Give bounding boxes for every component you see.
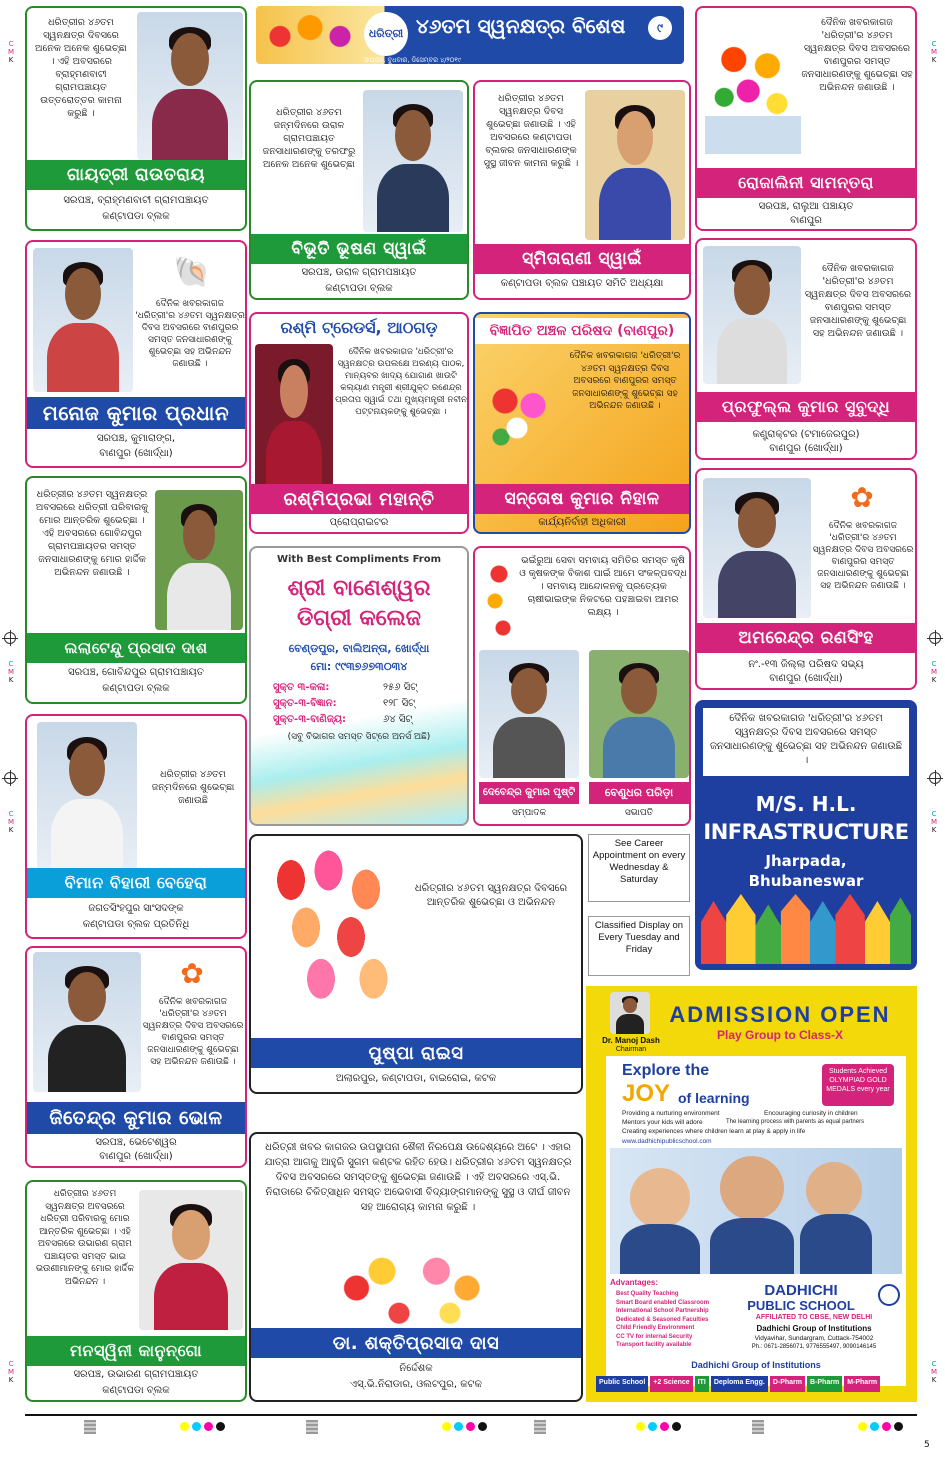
college-phone: ମୋ: ୯୯୩୭୬୭୩୦୩୪	[310, 660, 408, 673]
location: କଣ୍ଟାପଡା ବ୍ଲକ	[102, 683, 170, 694]
ad-message: ଧରିତ୍ରୀର ୪୬ତମ ଜନ୍ମଦିନରେ ଉରାଳ ଗ୍ରାମପଞ୍ଚାୟତ ଜନସାଧାରଣଙ୍କୁ ତରଫରୁ ଅନେକ ଅନେକ ଶୁଭେଚ୍ଛା	[262, 107, 356, 170]
header-banner	[256, 6, 684, 64]
cmk-mark: C M K	[7, 810, 15, 834]
olympiad-badge: Students Achieved OLYMPIAD GOLD MEDALS every year	[822, 1064, 894, 1106]
college-address: ବେଣ୍ଡପୁର, ବାଲିଅନ୍ତା, ଖୋର୍ଦ୍ଧା	[288, 642, 430, 655]
designation: କଣ୍ଟ୍ରାକ୍ଟର (ଟମାଜେରପୁର)	[752, 429, 860, 440]
flower-bouquet	[481, 374, 561, 464]
ad-lalatendu	[25, 476, 247, 704]
ad-samabaya	[473, 546, 691, 826]
photo-prafulla	[703, 246, 801, 384]
school-name-1: DADHICHI	[764, 1282, 838, 1299]
designation: ସରପଞ୍ଚ, ଉରାଳ ଗ୍ରାମପଞ୍ଚାୟତ	[301, 267, 417, 278]
name-bar: ରୋଜାଲିନୀ ସାମନ୍ତରା	[697, 168, 915, 198]
ad-manaswini	[25, 1180, 247, 1402]
advantage-item: Child Friendly Environment	[616, 1325, 695, 1331]
photo-amarendra	[703, 478, 811, 618]
location: କଣ୍ଟାପଡା ବ୍ଲକ ପ୍ରତିନିଧି	[82, 919, 190, 930]
ad-shakti	[249, 1132, 583, 1402]
of-learning-text: of learning	[678, 1090, 750, 1106]
gray-swatch	[534, 1420, 546, 1434]
course-tag: B-Pharm	[807, 1376, 842, 1392]
rashmi-heading: ରଶ୍ମି ଟ୍ରେଡର୍ସ, ଆଠଗଡ଼	[280, 318, 438, 337]
address: ଏସ୍.ଭି.ନିରାଡାର, ଓଲଟପୁର, କଟକ	[350, 1379, 482, 1390]
feature-text: Encouraging curiosity in children	[764, 1110, 858, 1117]
name-bar: ବିଭୂତି ଭୂଷଣ ସ୍ୱାଇଁ	[251, 234, 467, 264]
ad-message: ଦୈନିକ ଖବରକାଗଜ 'ଧରିତ୍ରୀ'ର ୪୬ତମ ସ୍ୱନକ୍ଷତ୍ର ଦିବସ ଅବସରରେ ବାଣପୁରର ସମସ୍ତ ଜନସାଧାରଣଙ୍କୁ ଶୁଭେଚ୍ଛା ସହ ଅଭିନନ୍ଦନ ଜଣାଉଛି ।	[804, 263, 912, 339]
ad-santosh	[473, 312, 691, 534]
course-tag: +2 Science	[650, 1376, 692, 1392]
registration-mark	[929, 772, 941, 784]
location: କଣ୍ଟାପଡା ବ୍ଲକ	[102, 1385, 170, 1396]
photo-rashmi	[255, 344, 333, 492]
group-name: Dadhichi Group of Institutions	[756, 1324, 872, 1333]
photo-jitendra	[33, 952, 141, 1092]
photo-manoj	[33, 248, 133, 392]
flower-vase	[705, 28, 801, 154]
location: କଣ୍ଟାପଡା ବ୍ଲକ	[325, 283, 393, 294]
feature-text: Providing a nurturing environment	[622, 1110, 720, 1117]
header-flowers	[260, 10, 360, 54]
chairman-role: Chairman	[615, 1046, 647, 1053]
seat-label: ସୁକ୍ତ-୩-ବିଜ୍ଞାନ:	[273, 698, 337, 709]
santosh-heading: ବିଜ୍ଞାପିତ ଅଞ୍ଚଳ ପରିଷଦ (ବାଣପୁର)	[475, 318, 689, 344]
college-note: (ସବୁ ବିଭାଗର ସମସ୍ତ ସିଟ୍‌ରେ ଅନର୍ସ ଅଛି)	[287, 732, 431, 742]
role-label: ସଭାପତି	[624, 808, 654, 818]
houses-illustration	[701, 894, 911, 964]
designation: ପ୍ରୋପ୍ରାଇଟର	[329, 517, 389, 528]
hl-line1: M/S. H.L.	[755, 792, 857, 816]
name-bar: ବିମାନ ବିହାରୀ ବେହେରା	[27, 868, 245, 898]
page-number-badge: ୯	[648, 16, 672, 40]
course-tag: M-Pharm	[844, 1376, 880, 1392]
seat-label: ସୁକ୍ତ-୩-ବାଣିଜ୍ୟ:	[273, 714, 347, 725]
ad-message: ଦୈନିକ ଖବରକାଗଜ 'ଧରିତ୍ରୀ'ର ୪୬ତମ ସ୍ୱନକ୍ଷତ୍ର ଦିବସ ଅବସରରେ ବାଣପୁରର ସମସ୍ତ ଜନସାଧାରଣଙ୍କୁ ଶୁଭେଚ୍ଛା ସହ ଅଭିନନ୍ଦନ ଜଣାଉଛି ।	[569, 351, 681, 411]
color-dots	[180, 1422, 230, 1432]
hl-line3: Jharpada,	[765, 852, 847, 870]
cmk-mark: C M K	[930, 40, 938, 64]
gray-swatch	[84, 1420, 96, 1434]
dateline: ସାପ୍ତାହ, ବୁଧବାର, ଡିସେମ୍ବର ୪/୨୦୧୯	[364, 56, 461, 64]
ad-message: ଦୈନିକ ଖବରକାଗଜ 'ଧରିତ୍ରୀ'ର ୪୬ତମ ସ୍ୱନକ୍ଷତ୍ର ଦିବସ ଅବସରରେ ସମସ୍ତ ଜନସାଧାରଣଙ୍କୁ ଶୁଭେଚ୍ଛା ସହ ଅଭିନନ୍ଦନ ଜଣାଉଛି ।	[709, 713, 903, 766]
name-bar: ପ୍ରଫୁଲ୍ଲ କୁମାର ସୁବୁଦ୍ଧି	[697, 392, 915, 422]
cmk-mark: C M K	[930, 660, 938, 684]
designation: ସରପଞ୍ଚ, ରାଲୁଆ ପଞ୍ଚାୟତ	[758, 201, 854, 212]
name-bar: ସନ୍ତୋଷ କୁମାର ନିହାଳ	[475, 484, 689, 514]
designation: ନଂ.-୧୩ ଜିଲ୍ଲା ପରିଷଦ ସଭ୍ୟ	[748, 659, 864, 670]
website: www.dadhichipublicschool.com	[622, 1138, 712, 1145]
photo-lalatendu	[155, 490, 243, 630]
school-address: Vidyavihar, Sundargram, Cuttack-754002	[754, 1335, 874, 1342]
color-dots	[858, 1422, 908, 1432]
course-tag: ITI	[695, 1376, 709, 1392]
name-bar: ମନୋଜ କୁମାର ପ୍ରଧାନ	[27, 397, 245, 429]
advantage-item: Best Quality Teaching	[616, 1291, 679, 1297]
hl-line4: Bhubaneswar	[748, 872, 864, 890]
children-photo	[610, 1148, 902, 1274]
lotus-logo-icon: ✿	[180, 956, 204, 990]
flower-sprig	[479, 556, 519, 646]
photo-manaswini	[139, 1190, 243, 1330]
ad-message: ଧରିତ୍ରୀର ୪୬ତମ ଜନ୍ମଦିନରେ ଶୁଭେଚ୍ଛା ଜଣାଉଛି	[151, 769, 235, 806]
ad-amarendra	[695, 468, 917, 690]
seat-value: ୧୨୮ ସିଟ୍	[383, 698, 416, 709]
registration-mark	[4, 772, 16, 784]
ad-message: ଦୈନିକ ଖବରକାଗଜ 'ଧରିତ୍ରୀ'ର ୪୬ତମ ସ୍ୱନକ୍ଷତ୍ର ଦିବସ ଅବସରରେ ବାଣପୁରର ସମସ୍ତ ଜନସାଧାରଣଙ୍କୁ ଶୁଭେଚ୍ଛା ସହ ଅଭିନନ୍ଦନ ଜଣାଉଛି ।	[812, 521, 914, 591]
advantage-item: Transport facility available	[616, 1342, 692, 1348]
name-bar: ଅମରେନ୍ଦ୍ର ରଣସିଂହ	[697, 623, 915, 653]
advantage-item: CC TV for internal Security	[616, 1333, 693, 1340]
group-name-2: Dadhichi Group of Institutions	[691, 1360, 821, 1370]
designation: ସରପଞ୍ଚ, ଉଭାରଣ ଗ୍ରାମପଞ୍ଚାୟତ	[73, 1369, 199, 1380]
ad-message: ଧରିତ୍ରୀର ୪୬ତମ ସ୍ୱନକ୍ଷତ୍ର ଦିବସରେ ଆନ୍ତରିକ ଶୁଭେଚ୍ଛା ଓ ଅଭିନନ୍ଦନ	[414, 883, 568, 908]
explore-text: Explore the	[622, 1062, 710, 1079]
ad-message: ଧରିତ୍ରୀ ଖବର କାଗଜର ଉପସ୍ଥାପନା ଶୈଳୀ ନିରପେକ୍ଷ ଉଦ୍ଦେଶ୍ୟରେ ଅଟେ । ଏହାର ଯାତ୍ରା ଆଗକୁ ଆହୁରି ସୁଗମ କଣ୍ଟକ ରହିତ ହେଉ। ଧରିତ୍ରୀର ୪୬ତମ ସ୍ୱନକ୍ଷତ୍ର ଦିବସ ଅବସରରେ ସମସ୍ତଙ୍କୁ ଶୁଭେଚ୍ଛା ଜଣାଉଛି । ଏହି ଅବସରରେ ଏସ୍.ଭି. ନିରାଡାରେ ଚିକିତ୍ସାଧିନ ସମସ୍ତ ଅଭେବାସୀ ବିଦ୍ୟାଙ୍ଗମାନଙ୍କୁ ସୁସ୍ଥ ଓ ଦୀର୍ଘ ଜୀବନ ସହ ଆରୋଗ୍ୟ କାମନା କରୁଛି ।	[264, 1142, 572, 1213]
name-label: ବେଣୁଧର ପରିଡ଼ା	[589, 782, 689, 804]
career-info-box: See Career Appointment on every Wednesday & Saturday	[588, 834, 690, 902]
location: କଣ୍ଟାପଡା ବ୍ଲକ	[102, 211, 170, 222]
ad-jitendra	[25, 946, 247, 1168]
designation: ସରପଞ୍ଚ, ବ୍ରାହ୍ମଣବାଟୀ ଗ୍ରାମପଞ୍ଚାୟତ	[63, 195, 209, 206]
designation: ଜଗତସିଂହପୁର ସାଂସଦଙ୍କ	[88, 903, 184, 914]
address: ଅଲାରପୁର, କଣ୍ଟାପଡା, ବାଇରୋଇ, କଟକ	[335, 1073, 497, 1084]
designation: ସରପଞ୍ଚ, କୁମାରାଙ୍ଗ,	[96, 433, 176, 444]
role-label: ସମ୍ପାଦକ	[511, 808, 547, 818]
ad-manoj	[25, 240, 247, 468]
ad-prafulla	[695, 238, 917, 460]
course-tag: Deploma Engg.	[711, 1376, 768, 1392]
name-bar: ଜିତେନ୍ଦ୍ର କୁମାର ଭୋଳ	[27, 1102, 245, 1134]
college-top: With Best Compliments From	[276, 554, 442, 565]
school-name-2: PUBLIC SCHOOL	[747, 1298, 855, 1313]
ad-message: ଦୈନିକ ଖବରକାଗଜ 'ଧରିତ୍ରୀ'ର ୪୬ତମ ସ୍ୱନକ୍ଷତ୍ର ଦିବସ ଅବସରରେ ବାଣପୁରର ସମସ୍ତ ଜନସାଧାରଣଙ୍କୁ ଶୁଭେଚ୍ଛା ସହ ଅଭିନନ୍ଦନ ଜଣାଉଛି ।	[801, 17, 913, 93]
registration-mark	[929, 632, 941, 644]
location: ବାଣପୁର (ଖୋର୍ଦ୍ଧା)	[99, 1151, 173, 1162]
ad-rojalini	[695, 6, 917, 231]
flower-basket	[331, 1246, 501, 1330]
location: ବାଣପୁର (ଖୋର୍ଦ୍ଧା)	[769, 673, 843, 684]
photo-debendra	[479, 650, 579, 778]
footer-rule	[25, 1414, 917, 1416]
ad-gayatri	[25, 6, 247, 231]
ad-rashmi	[249, 312, 469, 534]
photo-bimana	[37, 722, 137, 870]
ad-message: ଭଇଁରୁଆ ସେବା ସମବାୟ ସମିତିର ସମସ୍ତ କୃଷି ଓ କୃଷକଙ୍କ ବିକାଶ ପାଇଁ ଆମେ ସଂକଳ୍ପବଦ୍ଧ । ସମବାୟ ଆନ୍ଦୋଳନକୁ ପ୍ରତ୍ୟେକ ଚାଷୀଭାଇଙ୍କ ନିକଟରେ ପହଞ୍ଚାଇବା ଆମର ଲକ୍ଷ୍ୟ ।	[519, 555, 687, 618]
course-tag: D-Pharm	[770, 1376, 805, 1392]
ad-pushpa	[249, 834, 583, 1094]
ad-message: ଧରିତ୍ରୀର ୪୬ତମ ସ୍ୱନକ୍ଷତ୍ର ଅବସରରେ ଧରିତ୍ରୀ ପରିବାରକୁ ମୋର ଆନ୍ତରିକ ଶୁଭେଚ୍ଛା । ଏହି ଅବସରରେ ଗୋବିନ୍ଦପୁର ଗ୍ରାମପଞ୍ଚାୟତର ସମସ୍ତ ଜନସାଧାରଣଙ୍କୁ ମୋର ହାର୍ଦ୍ଦିକ ଅଭିନନ୍ଦନ ଜଣାଉଛି ।	[35, 489, 149, 578]
seat-label: ସୁକ୍ତ ୩-କଳା:	[273, 682, 330, 693]
name-bar: ମନସ୍ୱିନୀ କାନୁନ୍‌ଗୋ	[27, 1336, 245, 1366]
photo-bibhuti	[363, 90, 463, 232]
advantage-item: International School Partnership	[616, 1308, 709, 1314]
ad-dadhichi	[586, 986, 917, 1402]
cmk-mark: C M K	[930, 810, 938, 834]
name-bar: ଲଲାଟେନ୍ଦୁ ପ୍ରସାଦ ଦାଶ	[27, 633, 245, 663]
advantage-item: Smart Board enabled Classroom	[616, 1299, 710, 1306]
location: ବାଣପୁର (ଖୋର୍ଦ୍ଧା)	[769, 443, 843, 454]
name-bar: ରଶ୍ମିପ୍ରଭା ମହାନ୍ତି	[251, 484, 467, 514]
location: ବାଣପୁର (ଖୋର୍ଦ୍ଧା)	[99, 448, 173, 459]
cmk-mark: C M K	[7, 40, 15, 64]
joy-text: JOY	[622, 1080, 671, 1107]
advantages-title: Advantages:	[610, 1278, 659, 1287]
designation: ସରପଞ୍ଚ, ଭେଟେଶ୍ୱର	[95, 1137, 177, 1148]
course-tag: Public School	[596, 1376, 648, 1392]
seat-value: ୨୫୬ ସିଟ୍	[383, 682, 418, 693]
page-number: 5	[924, 1440, 930, 1450]
ad-message: ଦୈନିକ ଖବରକାଗଜ 'ଧରିତ୍ରୀ'ର ୪୬ତମ ସ୍ୱନକ୍ଷତ୍ର ଦିବସ ଅବସରରେ ବାଣପୁରର ସମସ୍ତ ଜନସାଧାରଣଙ୍କୁ ଶୁଭେଚ୍ଛା ସହ ଅଭିନନ୍ଦନ ଜଣାଉଛି ।	[135, 299, 245, 369]
tulip-bouquet	[261, 842, 411, 1032]
gray-swatch	[752, 1420, 764, 1434]
feature-text: Creating experiences where children learn at play & apply in life	[622, 1128, 806, 1135]
gray-swatch	[306, 1420, 318, 1434]
feature-text: The learning process with parents as equal partners	[726, 1119, 865, 1125]
cmk-mark: C M K	[7, 660, 15, 684]
seat-value: ୬୪ ସିଟ୍	[383, 714, 413, 725]
ad-college	[249, 546, 469, 826]
ad-message: ଦୈନିକ ଖବରକାଗଜ 'ଧରିତ୍ରୀ'ର ୪୬ତମ ସ୍ୱନକ୍ଷତ୍ର ଦିବସ ଅବସରରେ ବାଣପୁରର ସମସ୍ତ ଜନସାଧାରଣଙ୍କୁ ଶୁଭେଚ୍ଛା ସହ ଅଭିନନ୍ଦନ ଜଣାଉଛି ।	[142, 997, 244, 1067]
dharitri-logo: ଧରିତ୍ରୀ	[364, 12, 408, 56]
cmk-mark: C M K	[930, 1360, 938, 1384]
ad-hl-infra	[695, 700, 917, 970]
name-bar: ସ୍ମିତାରାଣୀ ସ୍ୱାଇଁ	[475, 244, 689, 274]
advantage-item: Dedicated & Seasoned Faculties	[616, 1316, 709, 1323]
ad-message: ଧରିତ୍ରୀର ୪୬ତମ ସ୍ୱନକ୍ଷତ୍ର ଦିବସରେ ଅନେକ ଅନେକ ଶୁଭେଚ୍ଛା । ଏହି ଅବସରରେ ବ୍ରାହ୍ମଣବାଟୀ ଗ୍ରାମପଞ୍ଚାୟତ ଉତ୍ତରୋତ୍ତର କାମନା କରୁଛି ।	[35, 17, 127, 119]
name-bar: ଗାୟତ୍ରୀ ରାଉତରାୟ	[27, 160, 245, 190]
ad-message: ଦୈନିକ ଖବରକାଗଜ 'ଧରିତ୍ରୀ'ର ସ୍ୱନକ୍ଷତ୍ର ଉପଲକ୍ଷେ ଅରଣ୍ୟ ପାଠକ, ମାନ୍ୟବର ଖାଦ୍ୟ ଯୋଗାଣ ଖାଉଟି କଲ୍ୟାଣ ମନ୍ତ୍ରୀ ଶ୍ରୀଯୁକ୍ତ ରଣେନ୍ଦ୍ର ପ୍ରତାପ ସ୍ୱାଇଁ ତଥା ମୁଖ୍ୟମନ୍ତ୍ରୀ ନବୀନ ପଟ୍ଟନାୟକଙ୍କୁ ଶୁଭେଚ୍ଛା ।	[335, 347, 467, 417]
color-dots	[636, 1422, 686, 1432]
classified-info-box: Classified Display on Every Tuesday and Friday	[588, 916, 690, 976]
conch-logo-icon: 🐚	[173, 254, 211, 290]
feature-text: Mentors your kids will adore	[622, 1119, 703, 1126]
courses-strip	[596, 1376, 908, 1392]
name-label: ଦେବେନ୍ଦ୍ର କୁମାର ପୃଷ୍ଟି	[479, 782, 579, 804]
designation: କାର୍ଯ୍ୟନିର୍ବାହୀ ଅଧିକାରୀ	[538, 517, 626, 528]
hl-line2: INFRASTRUCTURE	[703, 820, 909, 844]
lotus-logo-icon: ✿	[850, 480, 874, 514]
designation: କଣ୍ଟାପଡା ବ୍ଲକ ପଞ୍ଚାୟତ ସମିତି ଅଧ୍ୟକ୍ଷା	[500, 278, 664, 289]
ad-message: ଧରିତ୍ରୀର ୪୬ତମ ସ୍ୱନକ୍ଷତ୍ର ଅବସରରେ ଧରିତ୍ରୀ ପରିବାରକୁ ମୋର ଆନ୍ତରିକ ଶୁଭେଚ୍ଛା । ଏହି ଅବସରରେ ଉଭାରଣ ଗ୍ରାମ ପଞ୍ଚାୟତର ସମସ୍ତ ଭାଇ ଭଉଣୀମାନଙ୍କୁ ମୋର ହାର୍ଦ୍ଦିକ ଅଭିନନ୍ଦନ ।	[35, 1189, 135, 1287]
header-title: ୪୬ତମ ସ୍ୱନକ୍ଷତ୍ର ବିଶେଷ	[416, 14, 626, 38]
advantages-list	[616, 1290, 736, 1350]
school-crest-icon	[878, 1284, 900, 1306]
location: ବାଣପୁର	[790, 215, 822, 226]
cmk-mark: C M K	[7, 1360, 15, 1384]
ad-bibhuti	[249, 80, 469, 300]
photo-smita	[585, 90, 685, 240]
chairman-name: Dr. Manoj Dash	[602, 1036, 660, 1045]
name-bar: ପୁଷ୍ପା ରାଇସ	[251, 1038, 581, 1068]
admission-open: ADMISSION OPEN	[669, 1002, 891, 1027]
photo-chairman	[610, 992, 650, 1034]
photo-benudhar	[589, 650, 689, 778]
designation: ନିର୍ଦ୍ଦେଶକ	[399, 1363, 433, 1374]
ad-bimana	[25, 714, 247, 939]
affiliation: AFFILIATED TO CBSE, NEW DELHI	[755, 1314, 873, 1321]
registration-mark	[4, 632, 16, 644]
color-dots	[442, 1422, 492, 1432]
class-range: Play Group to Class-X	[716, 1028, 844, 1042]
college-name: ଶ୍ରୀ ବାଣେଶ୍ୱର ଡିଗ୍ରୀ କଲେଜ	[287, 576, 431, 631]
photo-gayatri	[137, 12, 243, 160]
school-phone: Ph.: 0671-2856071, 9776555497, 9090146145	[751, 1344, 877, 1350]
ad-message: ଧରିତ୍ରୀର ୪୬ତମ ସ୍ୱନକ୍ଷତ୍ର ଦିବସ ଶୁଭେଚ୍ଛା ଜଣାଉଛି । ଏହି ଅବସରରେ କଣ୍ଟାପଡା ବ୍ଲକର ଜନସାଧାରଣଙ୍କ ସୁସ୍ଥ ଜୀବନ କାମନା କରୁଛି ।	[483, 93, 579, 169]
ad-smita	[473, 80, 691, 300]
designation: ସରପଞ୍ଚ, ଗୋବିନ୍ଦପୁର ଗ୍ରାମପଞ୍ଚାୟତ	[68, 667, 204, 678]
name-bar: ଡା. ଶକ୍ତିପ୍ରସାଦ ଦାସ	[251, 1328, 581, 1358]
